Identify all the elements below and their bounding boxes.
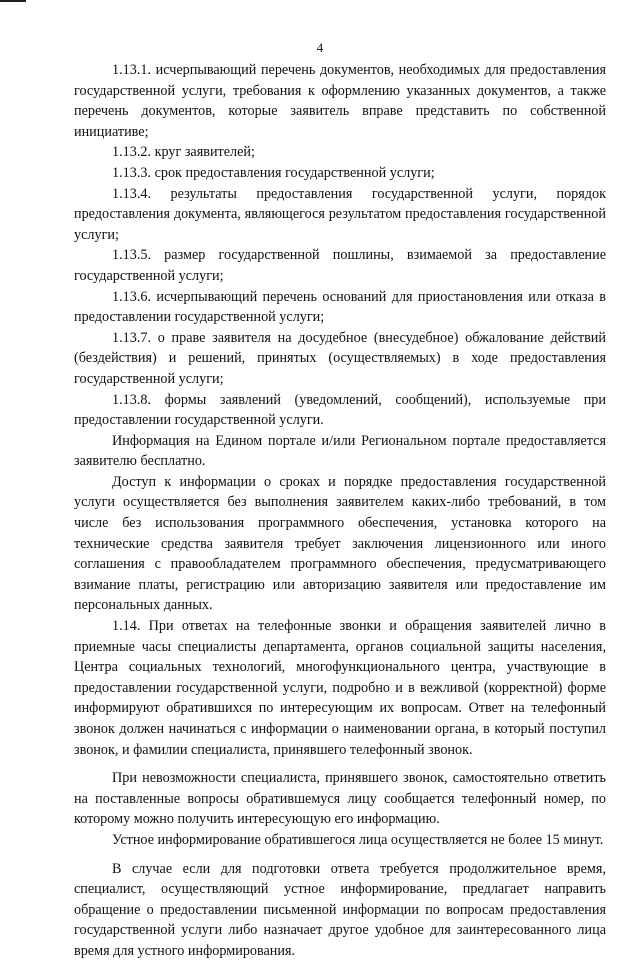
- document-body: [74, 60, 606, 962]
- paragraph-1-13-3: 1.13.3. срок предоставления государственной услуги;: [112, 164, 435, 181]
- paragraph-1-13-6: 1.13.6. исчерпывающий перечень оснований для приостановления или отказа в предоставлении государственной услуги;: [74, 288, 606, 326]
- paragraph-1-13-7: 1.13.7. о праве заявителя на досудебное (внесудебное) обжалование действий (бездействия) и решений, принятых (осуществляемых) в ходе предоставления государственной услуги;: [74, 329, 606, 387]
- page-number: 4: [316, 40, 324, 55]
- paragraph-portal-info: Информация на Едином портале и/или Региональном портале предоставляется заявителю бесплатно.: [74, 432, 606, 470]
- paragraph-1-13-1: 1.13.1. исчерпывающий перечень документов, необходимых для предоставления государственной услуги, требования к оформлению указанных документов, а также перечень документов, которые заявитель вправе представить по собственной инициативе;: [74, 62, 606, 140]
- paragraph-1-13-2: 1.13.2. круг заявителей;: [112, 144, 255, 161]
- paragraph-1-13-8: 1.13.8. формы заявлений (уведомлений, сообщений), используемые при предоставлении государственной услуги.: [74, 391, 606, 429]
- paragraph-oral-duration: Устное информирование обратившегося лица осуществляется не более 15 минут.: [112, 831, 604, 848]
- paragraph-impossibility: При невозможности специалиста, принявшего звонок, самостоятельно ответить на поставленные вопросы обратившемуся лицу сообщается телефонный номер, по которому можно получить интересующую его информацию.: [74, 770, 606, 828]
- paragraph-1-13-5: 1.13.5. размер государственной пошлины, взимаемой за предоставление государственной услуги;: [74, 247, 606, 284]
- scan-corner-mark: [0, 0, 26, 2]
- paragraph-long-answer: В случае если для подготовки ответа требуется продолжительное время, специалист, осуществляющий устное информирование, предлагает направить обращение о предоставлении письменной информации по вопросам предоставления государственной услуги либо назначает другое удобное для заинтересованного лица время для устного информирования.: [74, 860, 606, 959]
- paragraph-access-info: Доступ к информации о сроках и порядке предоставления государственной услуги осуществляется без выполнения заявителем каких-либо требований, в том числе без использования программного обеспечения, установка которого на технические средства заявителя требует заключения лицензионного или иного соглашения с правообладателем программного обеспечения, предусматривающего взимание платы, регистрацию или авторизацию заявителя или предоставление им персональных данных.: [74, 473, 606, 614]
- paragraph-1-13-4: 1.13.4. результаты предоставления государственной услуги, порядок предоставления документа, являющегося результатом предоставления государственной услуги;: [74, 185, 606, 243]
- paragraph-1-14: 1.14. При ответах на телефонные звонки и обращения заявителей лично в приемные часы специалисты департамента, органов социальной защиты населения, Центра социальных технологий, многофункционального центра, участвующие в предоставлении государственной услуги, подробно и в вежливой (корректной) форме информируют обратившихся по интересующим их вопросам. Ответ на телефонный звонок должен начинаться с информации о наименовании органа, в который поступил звонок, и фамилии специалиста, принявшего телефонный звонок.: [74, 618, 606, 758]
